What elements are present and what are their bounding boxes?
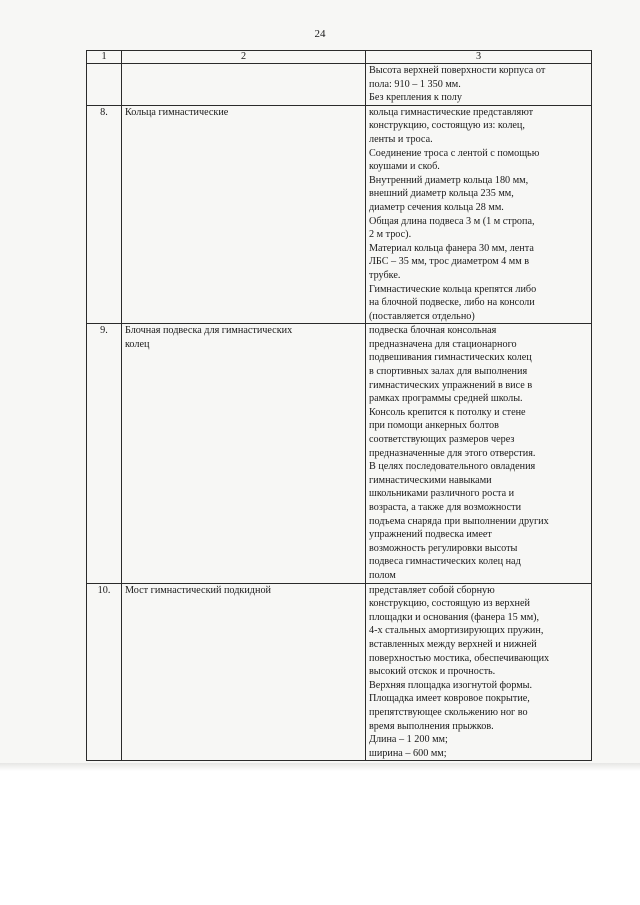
- table-row: [87, 583, 592, 761]
- item-name-line: Блочная подвеска для гимнастических: [125, 325, 293, 337]
- description-line: Высота верхней поверхности корпуса от: [369, 65, 546, 76]
- description-line: Соединение троса с лентой с помощью: [369, 147, 540, 159]
- description-line: Консоль крепится к потолку и стене: [369, 406, 526, 418]
- description-line: Верхняя площадка изогнутой формы.: [369, 679, 533, 691]
- description-line: Длина – 1 200 мм;: [369, 734, 448, 746]
- equipment-spec-table: [86, 50, 592, 761]
- column-header: 3: [366, 51, 592, 64]
- description-line: Внутренний диаметр кольца 180 мм,: [369, 174, 529, 186]
- description-line: Общая длина подвеса 3 м (1 м стропа,: [369, 215, 535, 227]
- description-line: высокий отскок и прочность.: [369, 666, 496, 678]
- description-line: на блочной подвеске, либо на консоли: [369, 297, 535, 309]
- item-name: [122, 64, 366, 106]
- description-line: гимнастических упражнений в висе в: [369, 379, 533, 391]
- description-line: препятствующее скольжению ног во: [369, 706, 528, 718]
- description-line: соответствующих размеров через: [369, 434, 515, 446]
- page-number: 24: [314, 28, 326, 40]
- description-line: пола: 910 – 1 350 мм.: [369, 78, 461, 90]
- description-line: полом: [369, 569, 396, 581]
- column-header: 1: [87, 51, 122, 64]
- description-line: конструкцию, состоящую из: колец,: [369, 120, 525, 132]
- description-line: (поставляется отдельно): [369, 310, 475, 322]
- description-line: ширина – 600 мм;: [369, 747, 447, 759]
- table-row: [87, 324, 592, 583]
- description-line: возраста, а также для возможности: [369, 502, 522, 513]
- row-number: [87, 64, 122, 106]
- description-line: предназначена для стационарного: [369, 338, 517, 350]
- description-line: подвешивания гимнастических колец: [369, 352, 532, 364]
- description-line: Гимнастические кольца крепятся либо: [369, 283, 537, 295]
- row-number: 8.: [87, 105, 122, 324]
- description-line: 4-х стальных амортизирующих пружин,: [369, 625, 544, 637]
- page-edge-shadow: [0, 763, 640, 771]
- item-description: [366, 105, 592, 324]
- table-row: [87, 64, 592, 106]
- description-line: ленты и троса.: [369, 133, 433, 145]
- item-name: Мост гимнастический подкидной: [122, 583, 366, 761]
- description-line: площадки и основания (фанера 15 мм),: [369, 611, 540, 623]
- item-description: [366, 64, 592, 106]
- description-line: 2 м трос).: [369, 229, 412, 241]
- description-line: предназначенные для этого отверстия.: [369, 447, 536, 459]
- row-number: 10.: [87, 583, 122, 761]
- item-name: [122, 324, 366, 583]
- description-line: представляет собой сборную: [369, 584, 495, 596]
- description-line: диаметр сечения кольца 28 мм.: [369, 201, 504, 213]
- description-line: вставленных между верхней и нижней: [369, 638, 537, 650]
- description-line: упражнений подвеска имеет: [369, 529, 492, 541]
- description-line: поверхностью мостика, обеспечивающих: [369, 652, 550, 664]
- description-line: Без крепления к полу: [369, 92, 462, 104]
- item-name: Кольца гимнастические: [122, 105, 366, 324]
- description-line: коушами и скоб.: [369, 161, 440, 173]
- description-line: трубке.: [369, 269, 401, 281]
- description-line: конструкцию, состоящую из верхней: [369, 598, 530, 610]
- description-line: В целях последовательного овладения: [369, 461, 536, 473]
- description-line: при помощи анкерных болтов: [369, 420, 499, 432]
- description-line: Материал кольца фанера 30 мм, лента: [369, 242, 534, 254]
- table-header-row: [87, 51, 592, 64]
- description-line: кольца гимнастические представляют: [369, 106, 534, 118]
- description-line: ЛБС – 35 мм, трос диаметром 4 мм в: [369, 256, 530, 268]
- column-header: 2: [122, 51, 366, 64]
- description-line: Площадка имеет ковровое покрытие,: [369, 693, 530, 705]
- item-description: [366, 583, 592, 761]
- description-line: в спортивных залах для выполнения: [369, 366, 528, 378]
- description-line: школьниками различного роста и: [369, 488, 515, 500]
- description-line: подвеса гимнастических колец над: [369, 556, 521, 568]
- description-line: гимнастическими навыками: [369, 474, 492, 486]
- description-line: рамках программы средней школы.: [369, 393, 523, 405]
- description-line: внешний диаметр кольца 235 мм,: [369, 188, 514, 200]
- item-name-line: колец: [125, 338, 150, 350]
- description-line: подъема снаряда при выполнении других: [369, 515, 549, 527]
- description-line: время выполнения прыжков.: [369, 720, 494, 732]
- description-line: возможность регулировки высоты: [369, 542, 518, 554]
- row-number: 9.: [87, 324, 122, 583]
- description-line: подвеска блочная консольная: [369, 325, 497, 337]
- item-description: [366, 324, 592, 583]
- table-row: [87, 105, 592, 324]
